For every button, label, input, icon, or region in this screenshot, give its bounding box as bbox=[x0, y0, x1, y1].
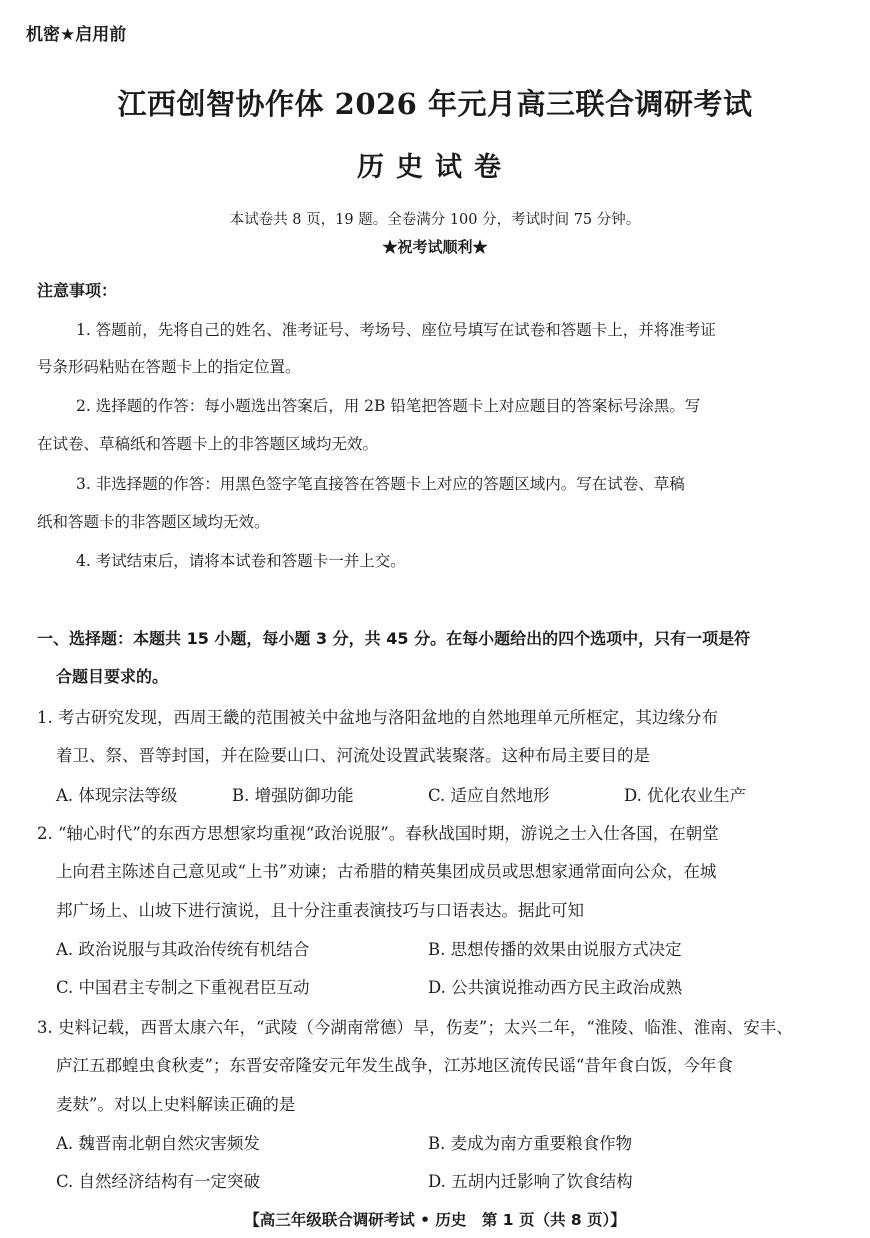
page-footer: 【高三年级联合调研考试 • 历史 第 1 页（共 8 页）】 bbox=[244, 1211, 626, 1229]
notice-heading: 注意事项： bbox=[37, 281, 118, 300]
option-c: C. 适应自然地形 bbox=[428, 786, 550, 805]
option-c: C. 自然经济结构有一定突破 bbox=[56, 1172, 261, 1191]
question-line: 上向君主陈述自己意见或“上书”劝谏；古希腊的精英集团成员或思想家通常面向公众，在城 bbox=[56, 862, 717, 881]
option-a: A. 政治说服与其政治传统有机结合 bbox=[56, 940, 310, 959]
exam-title: 江西创智协作体 2026 年元月高三联合调研考试 bbox=[117, 87, 753, 121]
option-a: A. 魏晋南北朝自然灾害频发 bbox=[56, 1134, 260, 1153]
question-line: 2. “轴心时代”的东西方思想家均重视“政治说服”。春秋战国时期，游说之士入仕各国，在朝堂 bbox=[37, 824, 719, 843]
notice-line: 在试卷、草稿纸和答题卡上的非答题区域均无效。 bbox=[37, 435, 379, 453]
question-line: 1. 考古研究发现，西周王畿的范围被关中盆地与洛阳盆地的自然地理单元所框定，其边缘分布 bbox=[37, 708, 718, 727]
notice-line: 纸和答题卡的非答题区域均无效。 bbox=[37, 513, 270, 531]
notice-line: 1. 答题前，先将自己的姓名、准考证号、考场号、座位号填写在试卷和答题卡上，并将准考证 bbox=[76, 321, 716, 339]
section-heading-cont: 合题目要求的。 bbox=[56, 667, 169, 686]
exam-info: 本试卷共 8 页，19 题。全卷满分 100 分，考试时间 75 分钟。 bbox=[229, 212, 641, 228]
option-c: C. 中国君主专制之下重视君臣互动 bbox=[56, 978, 310, 997]
section-heading: 一、选择题：本题共 15 小题，每小题 3 分，共 45 分。在每小题给出的四个选项中，只有一项是符 bbox=[37, 629, 751, 648]
option-d: D. 优化农业生产 bbox=[624, 786, 747, 805]
option-b: B. 增强防御功能 bbox=[232, 786, 354, 805]
good-luck-line: ★祝考试顺利★ bbox=[382, 238, 488, 256]
question-line: 麦麸”。对以上史料解读正确的是 bbox=[56, 1095, 296, 1114]
question-line: 3. 史料记载，西晋太康六年，“武陵（今湖南常德）旱，伤麦”；太兴二年，“淮陵、临淮、淮南、安丰、 bbox=[37, 1018, 793, 1037]
option-b: B. 思想传播的效果由说服方式决定 bbox=[428, 940, 682, 959]
option-a: A. 体现宗法等级 bbox=[56, 786, 178, 805]
subject-title: 历史试卷 bbox=[357, 152, 513, 183]
notice-line: 2. 选择题的作答：每小题选出答案后，用 2B 铅笔把答题卡上对应题目的答案标号涂黑。写 bbox=[76, 397, 701, 415]
option-d: D. 五胡内迁影响了饮食结构 bbox=[428, 1172, 633, 1191]
option-d: D. 公共演说推动西方民主政治成熟 bbox=[428, 978, 683, 997]
notice-line: 4. 考试结束后，请将本试卷和答题卡一并上交。 bbox=[76, 552, 406, 570]
question-line: 着卫、祭、晋等封国，并在险要山口、河流处设置武装聚落。这种布局主要目的是 bbox=[56, 746, 650, 765]
confidential-label: 机密★启用前 bbox=[26, 25, 127, 45]
question-line: 邦广场上、山坡下进行演说，且十分注重表演技巧与口语表达。据此可知 bbox=[56, 901, 584, 920]
notice-line: 3. 非选择题的作答：用黑色签字笔直接答在答题卡上对应的答题区域内。写在试卷、草稿 bbox=[76, 475, 685, 493]
option-b: B. 麦成为南方重要粮食作物 bbox=[428, 1134, 633, 1153]
notice-line: 号条形码粘贴在答题卡上的指定位置。 bbox=[37, 358, 301, 376]
question-line: 庐江五郡蝗虫食秋麦”；东晋安帝隆安元年发生战争，江苏地区流传民谣“昔年食白饭，今年食 bbox=[56, 1056, 733, 1075]
